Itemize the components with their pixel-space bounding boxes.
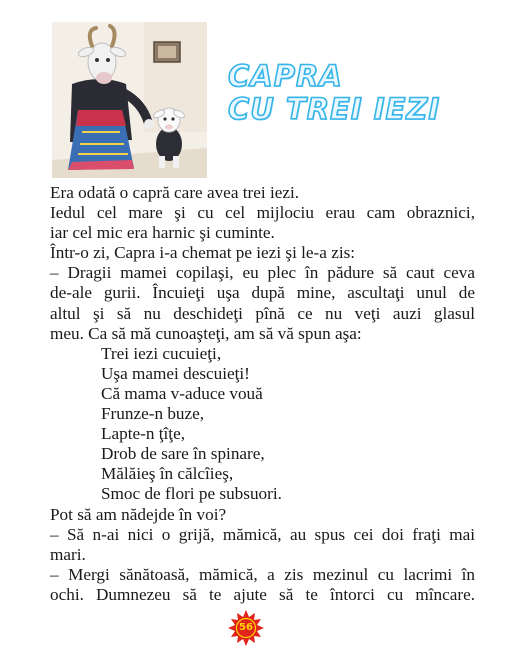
text-line: mari. [50, 544, 86, 564]
text-line: iar cel mic era harnic şi cuminte. [50, 223, 275, 243]
poem-line: Trei iezi cucuieţi, [101, 343, 222, 363]
page-number: 56 [239, 622, 253, 633]
poem-line: Smoc de flori pe subsuori. [101, 484, 282, 504]
text-line: ochi. Dumnezeu să te ajute să te întorci cu mîncare. [50, 584, 475, 604]
poem-line: Drob de sare în spinare, [101, 444, 265, 464]
text-line: Pot să am nădejde în voi? [50, 504, 227, 524]
goat-illustration [52, 22, 207, 178]
poem-line: Lapte-n ţîţe, [101, 424, 185, 444]
poem-block [50, 344, 475, 505]
page-number-ornament [228, 610, 264, 646]
story-title-line-1: CAPRA [228, 59, 343, 93]
poem-line: Că mama v-aduce vouă [101, 383, 263, 403]
story-text [50, 183, 475, 605]
text-line: – Să n-ai nici o grijă, mămică, au spus cei doi fraţi mai [50, 524, 475, 544]
text-line: meu. Ca să mă cunoaşteţi, am să vă spun aşa: [50, 323, 362, 343]
story-title-line-2: CU TREI IEZI [228, 92, 441, 126]
poem-line: Mălăieş în călcîieş, [101, 464, 234, 484]
text-line: Iedul cel mare şi cu cel mijlociu erau cam obraznici, [50, 203, 475, 223]
poem-line: Frunze-n buze, [101, 404, 205, 424]
story-title [228, 60, 440, 126]
text-line: de-ale gurii. Încuieţi uşa după mine, ascultaţi unul de [50, 283, 475, 303]
poem-line: Uşa mamei descuieţi! [101, 363, 250, 383]
text-line: – Dragii mamei copilaşi, eu plec în pădure să caut ceva [50, 263, 475, 283]
text-line: altul şi să nu deschideţi pînă ce nu veţi auzi glasul [50, 303, 475, 323]
text-line: Într-o zi, Capra i-a chemat pe iezi şi le-a zis: [50, 243, 356, 263]
text-line: Era odată o capră care avea trei iezi. [50, 183, 300, 202]
text-line: – Mergi sănătoasă, mămică, a zis mezinul cu lacrimi în [50, 564, 475, 584]
